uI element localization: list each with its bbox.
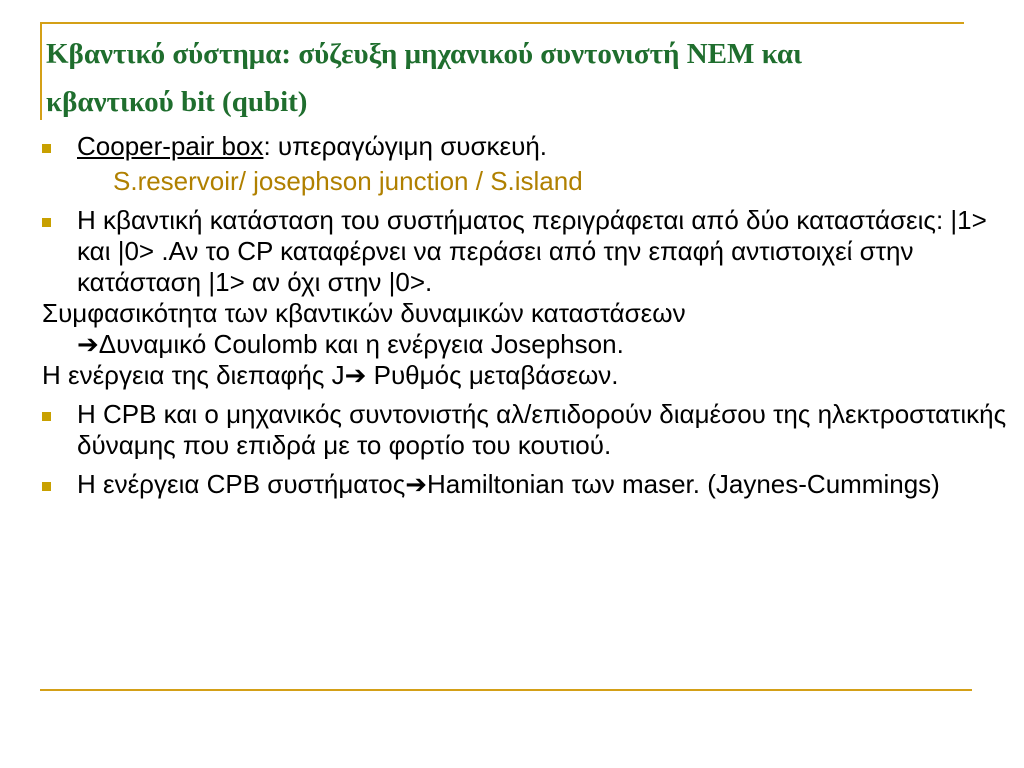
bullet-quantum-state [0, 205, 1024, 298]
bullet-text: Η κβαντική κατάσταση του συστήματος περιγράφεται από δύο καταστάσεις: |1> και |0> .Αν το CP καταφέρνει να περάσει από την επαφή αντιστοιχεί στην κατάσταση |1> αν όχι στην |0>. [77, 205, 987, 297]
paragraph-text: Ρυθμός μεταβάσεων. [366, 360, 619, 390]
paragraph-text: Δυναμικό Coulomb και η ενέργεια Josephson. [98, 329, 624, 359]
bullet-square-icon [42, 412, 51, 421]
cooper-pair-box-link[interactable]: Cooper-pair box [77, 131, 264, 161]
paragraph-continuation [42, 329, 1016, 360]
title-frame-left-rule [40, 22, 42, 120]
bullet-cooper-pair-box [0, 131, 1024, 162]
bullet-text: Hamiltonian των maser. (Jaynes-Cummings) [427, 469, 940, 499]
bullet-cpb-energy [0, 469, 1024, 500]
sub-line-reservoir: S.reservoir/ josephson junction / S.island [113, 166, 583, 196]
bullet-square-icon [42, 144, 51, 153]
paragraph-text: Συμφασικότητα των κβαντικών δυναμικών καταστάσεων [42, 298, 686, 328]
paragraph-interface-energy [0, 360, 1024, 391]
right-arrow-icon: ➔ [405, 469, 428, 499]
bullet-text: Η ενέργεια CPB συστήματος [77, 469, 406, 499]
right-arrow-icon: ➔ [77, 329, 99, 359]
footer-rule [40, 689, 972, 691]
slide-title [46, 30, 1006, 126]
slide-title-line1: Κβαντικό σύστημα: σύζευξη μηχανικού συντονιστή NEM και [46, 38, 803, 70]
paragraph-text: Η ενέργεια της διεπαφής J [42, 360, 345, 390]
title-frame-top-rule [40, 22, 964, 24]
slide-title-line2: κβαντικού bit (qubit) [46, 86, 308, 118]
bullet-text: Η CPB και ο μηχανικός συντονιστής αλ/επιδορούν διαμέσου της ηλεκτροστατικής δύναμης που επιδρά με το φορτίο του κουτιού. [77, 399, 1007, 460]
bullet-square-icon [42, 482, 51, 491]
bullet-cpb-resonator [0, 399, 1024, 461]
bullet-text: : υπεραγώγιμη συσκευή. [263, 131, 547, 161]
bullet-square-icon [42, 218, 51, 227]
paragraph-coherence [0, 298, 1024, 360]
slide-body [0, 131, 1024, 500]
right-arrow-icon: ➔ [344, 360, 367, 390]
